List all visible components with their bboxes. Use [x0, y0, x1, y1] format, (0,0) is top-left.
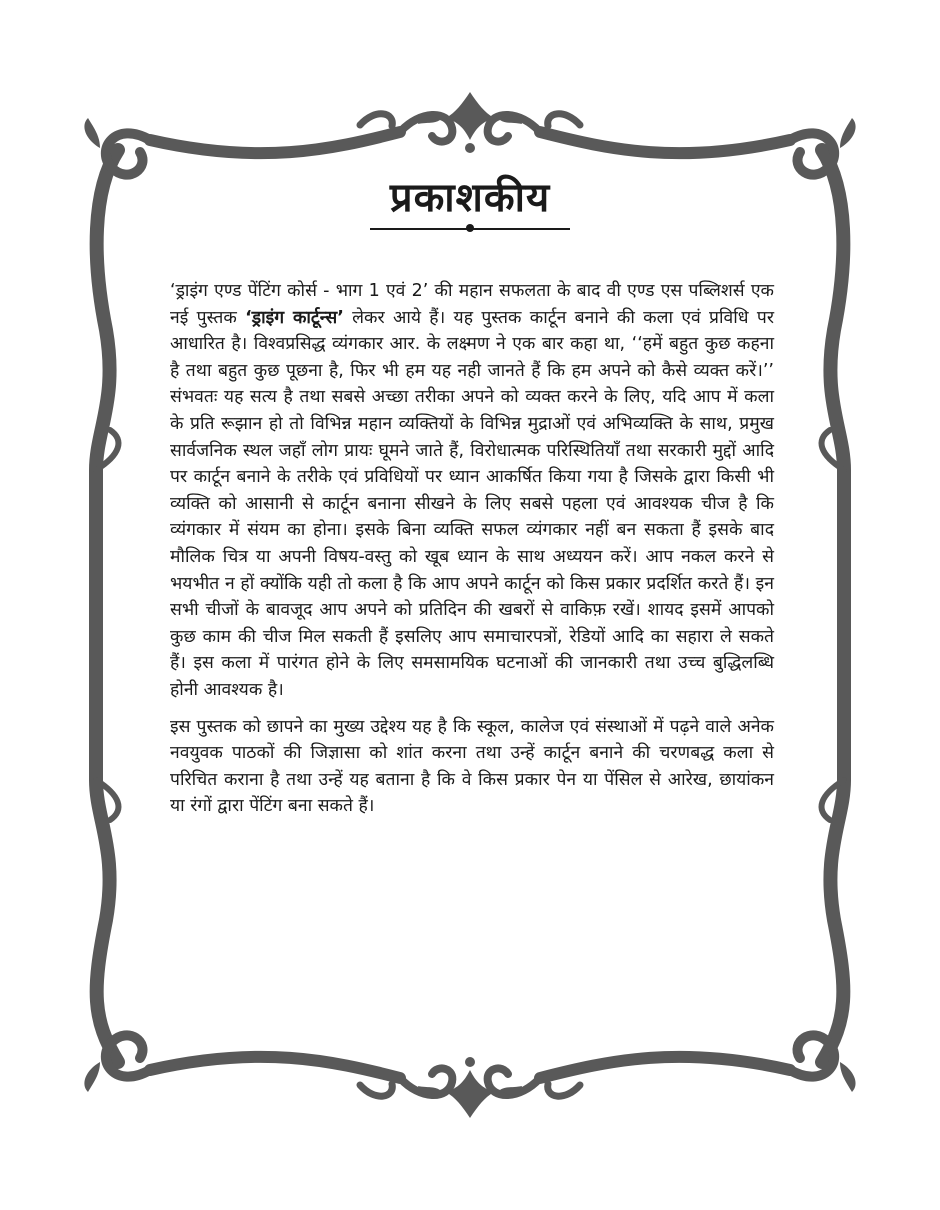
page-title: प्रकाशकीय — [389, 175, 551, 221]
paragraph-2: इस पुस्तक को छापने का मुख्य उद्देश्य यह है कि स्कूल, कालेज एवं संस्थाओं में पढ़ने वाले अनेक नवयुवक पाठकों की जिज्ञासा को शांत करना तथा उन्हें कार्टून बनाने की चरणबद्ध कला से परिचित कराना है तथा उन्हें यह बताना है कि वे किस प्रकार पेन या पेंसिल से आरेख, छायांकन या रंगों द्वारा पेंटिंग बना सकते हैं। — [170, 716, 774, 817]
paragraph-1-rest: लेकर आये हैं। यह पुस्तक कार्टून बनाने की कला एवं प्रविधि पर आधारित है। विश्वप्रसिद्ध व्यंगकार आर. के लक्ष्मण ने एक बार कहा था, ‘‘हमें बहुत कुछ कहना है तथा बहुत कुछ पूछना है, फिर भी हम यह नही जानते हैं कि हम अपने को कैसे व्यक्त करें।’’ संभवतः यह सत्य है तथा सबसे अच्छा तरीका अपने को व्यक्त करने के लिए, यदि आप में कला के प्रति रूझान हो तो विभिन्न महान व्यक्तियों के विभिन्न मुद्राओं एवं अभिव्यक्ति के साथ, प्रमुख सार्वजनिक स्थल जहाँ लोग प्रायः घूमने जाते हैं, विरोधात्मक परिस्थितियाँ तथा सरकारी मुद्दों आदि पर कार्टून बनाने के तरीके एवं प्रविधियों पर ध्यान आकर्षित किया गया है जिसके द्वारा किसी भी व्यक्ति को आसानी से कार्टून बनाना सीखने के लिए सबसे पहला एवं आवश्यक चीज है कि व्यंगकार में संयम का होना। इसके बिना व्यक्ति सफल व्यंगकार नहीं बन सकता हैं इसके बाद मौलिक चित्र या अपनी विषय-वस्तु को खूब ध्यान के साथ अध्ययन करें। आप नकल करने से भयभीत न हों क्योंकि यही तो कला है कि आप अपने कार्टून को किस प्रकार प्रदर्शित करते हैं। इन सभी चीजों के बावजूद आप अपने को प्रतिदिन की खबरों से वाकिफ़ रखें। शायद इसमें आपको कुछ काम की चीज मिल सकती हैं इसलिए आप समाचारपत्रों, रेडियों आदि का सहारा ले सकते हैं। इस कला में पारंगत होने के लिए समसामयिक घटनाओं की जानकारी तथा उच्च बुद्धिलब्धि होनी आवश्यक है। — [170, 307, 774, 700]
paragraph-1 — [170, 278, 774, 704]
title-underline-dot — [466, 224, 474, 232]
paragraph-1-intro: ‘ड्राइंग एण्ड पेंटिंग कोर्स - भाग 1 एवं 2’ की महान सफलता के बाद वी एण्ड एस पब्लिशर्स एक नई पुस्तक — [170, 281, 774, 328]
body-text — [170, 278, 774, 830]
book-title: ‘ड्राइंग कार्टून्स’ — [245, 307, 344, 328]
title-block — [0, 168, 940, 223]
